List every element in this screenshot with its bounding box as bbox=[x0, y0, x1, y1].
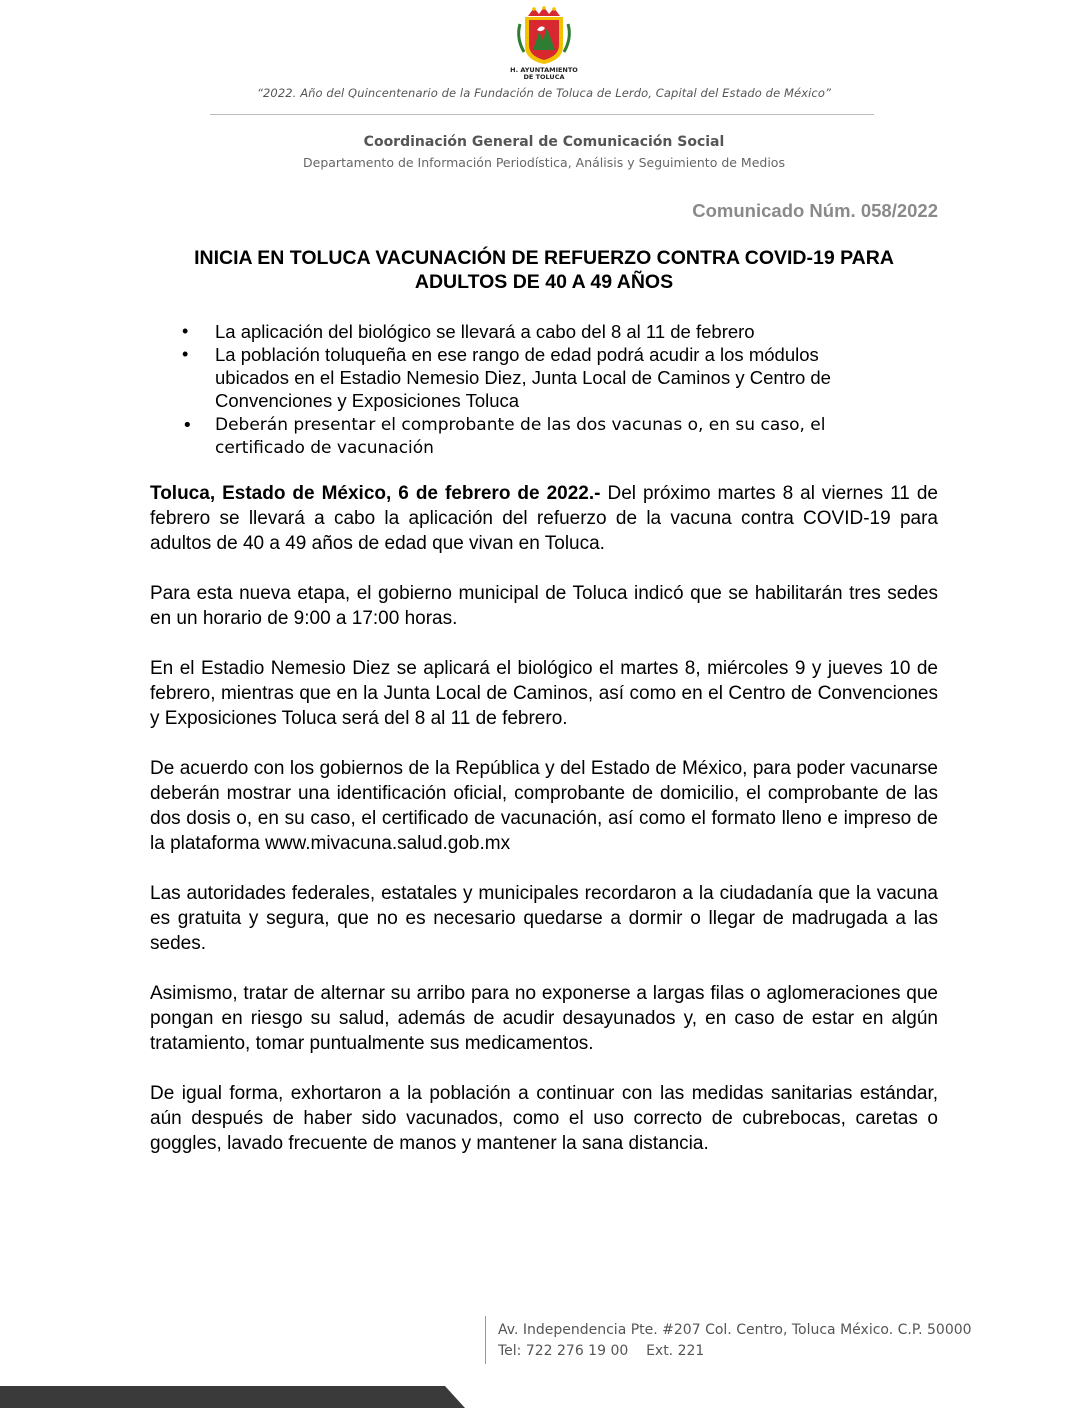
article-paragraph: Para esta nueva etapa, el gobierno municipal de Toluca indicó que se habilitarán tres sedes en un horario de 9:00 a 17:00 horas. bbox=[150, 583, 938, 629]
bullet-icon: • bbox=[182, 344, 189, 364]
bullet-icon: • bbox=[182, 321, 189, 341]
department-title: Coordinación General de Comunicación Social bbox=[363, 134, 725, 150]
article-paragraph bbox=[150, 481, 938, 556]
article-paragraph: Las autoridades federales, estatales y municipales recordaron a la ciudadanía que la vacuna es gratuita y segura, que no es necesario quedarse a dormir o llegar de madrugada a las sedes. bbox=[150, 883, 938, 954]
summary-bullet bbox=[150, 343, 890, 412]
footer-phone: Tel: 722 276 19 00 Ext. 221 bbox=[498, 1343, 705, 1359]
footer-divider bbox=[485, 1316, 486, 1364]
logo-caption-line-1: H. AYUNTAMIENTO bbox=[510, 66, 578, 74]
article-paragraph: De acuerdo con los gobiernos de la República y del Estado de México, para poder vacunarse deberán mostrar una identificación oficial, comprobante de domicilio, el comprobante de las dos dosis o, en su caso, el certificado de vacunación, así como el formato lleno e impreso de la plataforma www.mivacuna.salud.gob.mx bbox=[150, 758, 938, 854]
year-motto: “2022. Año del Quincentenario de la Fundación de Toluca de Lerdo, Capital del Estado de México” bbox=[256, 86, 832, 100]
summary-bullet-text: La población toluqueña en ese rango de edad podrá acudir a los módulos ubicados en el Estadio Nemesio Diez, Junta Local de Caminos y Centro de Convenciones y Exposiciones Toluca bbox=[215, 344, 831, 411]
dateline: Toluca, Estado de México, 6 de febrero de 2022.- bbox=[150, 483, 601, 504]
toluca-coat-of-arms-logo bbox=[508, 6, 580, 82]
header-divider bbox=[210, 114, 874, 115]
article-paragraph: En el Estadio Nemesio Diez se aplicará el biológico el martes 8, miércoles 9 y jueves 10 de febrero, mientras que en la Junta Local de Caminos, así como en el Centro de Convenciones y Exposiciones Toluca será del 8 al 11 de febrero. bbox=[150, 658, 938, 729]
headline: INICIA EN TOLUCA VACUNACIÓN DE REFUERZO CONTRA COVID-19 PARA ADULTOS DE 40 A 49 AÑOS bbox=[194, 247, 894, 293]
article-paragraph: Asimismo, tratar de alternar su arribo para no exponerse a largas filas o aglomeraciones que pongan en riesgo su salud, además de acudir desayunados y, en caso de estar en algún tratamiento, tomar puntualmente sus medicamentos. bbox=[150, 983, 938, 1054]
summary-bullet-text: Deberán presentar el comprobante de las dos vacunas o, en su caso, el certificado de vacunación bbox=[215, 415, 826, 458]
article-paragraph: De igual forma, exhortaron a la población a continuar con las medidas sanitarias estándar, aún después de haber sido vacunados, como el uso correcto de cubrebocas, caretas o goggles, lavado frecuente de manos y mantener la sana distancia. bbox=[150, 1083, 938, 1154]
logo-caption-line-2: DE TOLUCA bbox=[523, 73, 565, 81]
summary-bullet bbox=[150, 320, 890, 343]
communique-number: Comunicado Núm. 058/2022 bbox=[692, 200, 938, 221]
summary-bullet bbox=[150, 414, 890, 460]
footer-address: Av. Independencia Pte. #207 Col. Centro, Toluca México. C.P. 50000 bbox=[498, 1322, 972, 1338]
paragraph-text: Del próximo martes 8 al viernes 11 de febrero se llevará a cabo la aplicación del refuerzo de la vacuna contra COVID-19 para adultos de 40 a 49 años de edad que vivan en Toluca. bbox=[150, 483, 938, 554]
article-body bbox=[150, 481, 938, 1181]
footer-bar bbox=[0, 1386, 1088, 1408]
summary-bullet-text: La aplicación del biológico se llevará a cabo del 8 al 11 de febrero bbox=[215, 321, 755, 342]
summary-bullet-list bbox=[150, 320, 890, 460]
footer-contact bbox=[498, 1320, 972, 1362]
department-subtitle: Departamento de Información Periodística, Análisis y Seguimiento de Medios bbox=[303, 155, 785, 170]
bullet-icon: • bbox=[182, 415, 193, 436]
